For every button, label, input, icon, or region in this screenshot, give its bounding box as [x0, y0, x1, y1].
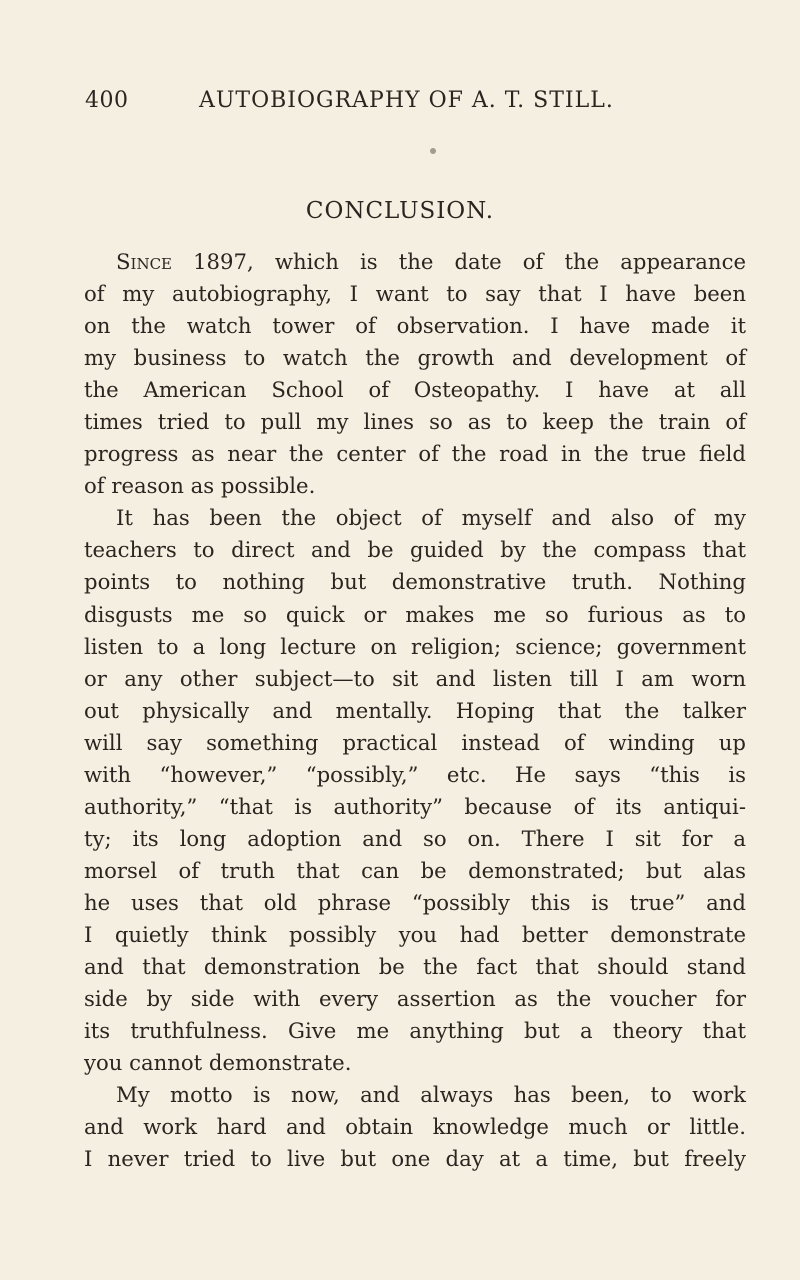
text-line: its truthfulness. Give me anything but a theory that [84, 1018, 746, 1044]
text-line: the American School of Osteopathy. I have at all [84, 377, 746, 403]
page-number: 400 [85, 88, 129, 113]
text-line: will say something practical instead of winding up [84, 729, 746, 755]
text-line: or any other subject—to sit and listen till I am worn [84, 665, 746, 691]
text-line: authority,” “that is authority” because of its antiqui- [84, 793, 746, 819]
text-line: teachers to direct and be guided by the compass that [84, 537, 746, 563]
text-line: my business to watch the growth and development of [84, 345, 746, 371]
text-line: My motto is now, and always has been, to work [116, 1082, 746, 1108]
lead-word: Since [116, 249, 172, 274]
text-line: of reason as possible. [84, 473, 316, 499]
text-line: points to nothing but demonstrative truth. Nothing [84, 569, 746, 595]
text-line: ty; its long adoption and so on. There I sit for a [84, 825, 746, 851]
ornament-dot [430, 148, 436, 154]
page-header [85, 88, 745, 118]
text-line-rest: 1897, which is the date of the appearance [172, 249, 746, 274]
text-line: you cannot demonstrate. [84, 1050, 352, 1076]
text-line: and that demonstration be the fact that should stand [84, 954, 746, 980]
body-text [84, 246, 746, 1175]
running-head: AUTOBIOGRAPHY OF A. T. STILL. [199, 88, 614, 113]
text-line: progress as near the center of the road in the true field [84, 441, 746, 467]
text-line: disgusts me so quick or makes me so furious as to [84, 601, 746, 627]
text-line: morsel of truth that can be demonstrated; but alas [84, 857, 746, 883]
text-line: I quietly think possibly you had better demonstrate [84, 921, 746, 947]
text-line: of my autobiography, I want to say that I have been [84, 281, 746, 307]
text-line: It has been the object of myself and also of my [116, 505, 746, 531]
text-line: with “however,” “possibly,” etc. He says “this is [84, 761, 746, 787]
text-line: out physically and mentally. Hoping that the talker [84, 697, 746, 723]
text-line: listen to a long lecture on religion; science; government [84, 633, 746, 659]
text-line: on the watch tower of observation. I have made it [84, 313, 746, 339]
text-line: times tried to pull my lines so as to keep the train of [84, 409, 746, 435]
text-line: and work hard and obtain knowledge much or little. [84, 1114, 746, 1140]
text-line: he uses that old phrase “possibly this is true” and [84, 889, 746, 915]
text-line: I never tried to live but one day at a time, but freely [84, 1146, 746, 1172]
text-line [84, 246, 746, 278]
text-line: side by side with every assertion as the voucher for [84, 986, 746, 1012]
chapter-title: CONCLUSION. [305, 198, 495, 224]
